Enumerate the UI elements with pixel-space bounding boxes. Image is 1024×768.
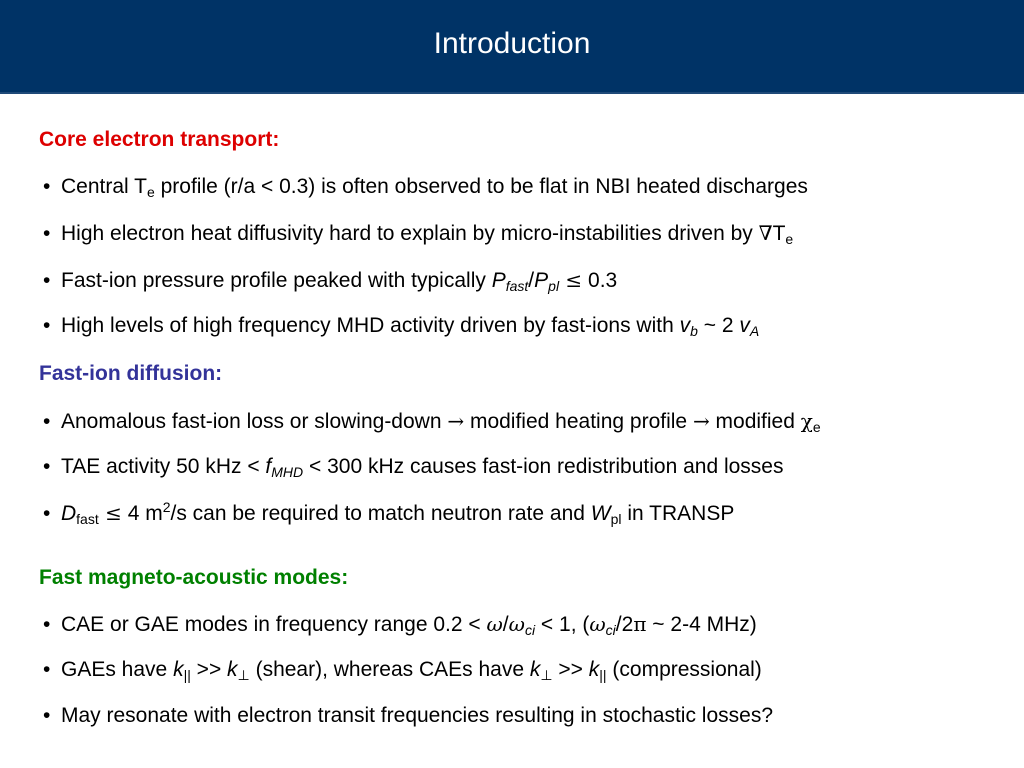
less-equal-symbol: ≤ — [98, 501, 122, 525]
bullet-mhd-activity: • High levels of high frequency MHD activity driven by fast-ions with $v_b$ ~ 2 $v_A$ — [43, 314, 760, 339]
bullet-dot: • — [43, 502, 51, 525]
bullet-anomalous-loss: • Anomalous fast-ion loss or slowing-down → modified heating profile → modified $\chi_e$ — [43, 409, 821, 435]
arrow-right-icon: → — [447, 409, 465, 433]
bullet-dot: • — [43, 410, 51, 433]
bullet-electron-transit-resonance: • May resonate with electron transit frequencies resulting in stochastic losses? — [43, 704, 774, 727]
bullet-gae-cae-wavevectors: • GAEs have $k_{||} >> k_\perp$ (shear), whereas CAEs have $k_\perp >> k_{||}$ (compressional) — [43, 658, 762, 683]
bullet-dot: • — [43, 455, 51, 478]
arrow-right-icon: → — [692, 409, 710, 433]
chi-symbol: χ — [800, 409, 813, 433]
bullet-tae-activity: • TAE activity 50 kHz < $f_{MHD} < 300$ kHz causes fast-ion redistribution and losses — [43, 455, 784, 480]
less-equal-symbol: ≤ — [559, 268, 583, 292]
section-heading-core-electron-transport: Core electron transport: — [39, 128, 280, 151]
bullet-dot: • — [43, 613, 51, 636]
bullet-dot: • — [43, 704, 51, 727]
nabla-symbol: ∇ — [758, 221, 773, 245]
section-heading-fast-magneto-acoustic-modes: Fast magneto-acoustic modes: — [39, 566, 349, 589]
bullet-d-fast: • $D_{fast} \le 4$ $m^2/s$ can be required to match neutron rate and $W_{pl}$ in TRANSP — [43, 499, 735, 527]
bullet-dot: • — [43, 314, 51, 337]
bullet-dot: • — [43, 269, 51, 292]
bullet-central-te: • Central $T_e$ profile (r/a < 0.3) is often observed to be flat in NBI heated discharges — [43, 175, 808, 200]
section-heading-fast-ion-diffusion: Fast-ion diffusion: — [39, 362, 223, 385]
bullet-electron-heat-diffusivity: • High electron heat diffusivity hard to explain by micro-instabilities driven by $\nabla T_e$ — [43, 221, 794, 247]
bullet-cae-gae-modes: • CAE or GAE modes in frequency range $0.2 < \omega/\omega_{ci} < 1$, ($\omega_{ci}/2\pi$ ~ 2-4 MHz) — [43, 612, 757, 638]
slide-title: Introduction — [433, 27, 591, 60]
bullet-dot: • — [43, 175, 51, 198]
bullet-fast-ion-pressure: • Fast-ion pressure profile peaked with typically $P_{fast}/P_{pl} \le 0.3$ — [43, 268, 618, 294]
bullet-dot: • — [43, 222, 51, 245]
bullet-dot: • — [43, 658, 51, 681]
